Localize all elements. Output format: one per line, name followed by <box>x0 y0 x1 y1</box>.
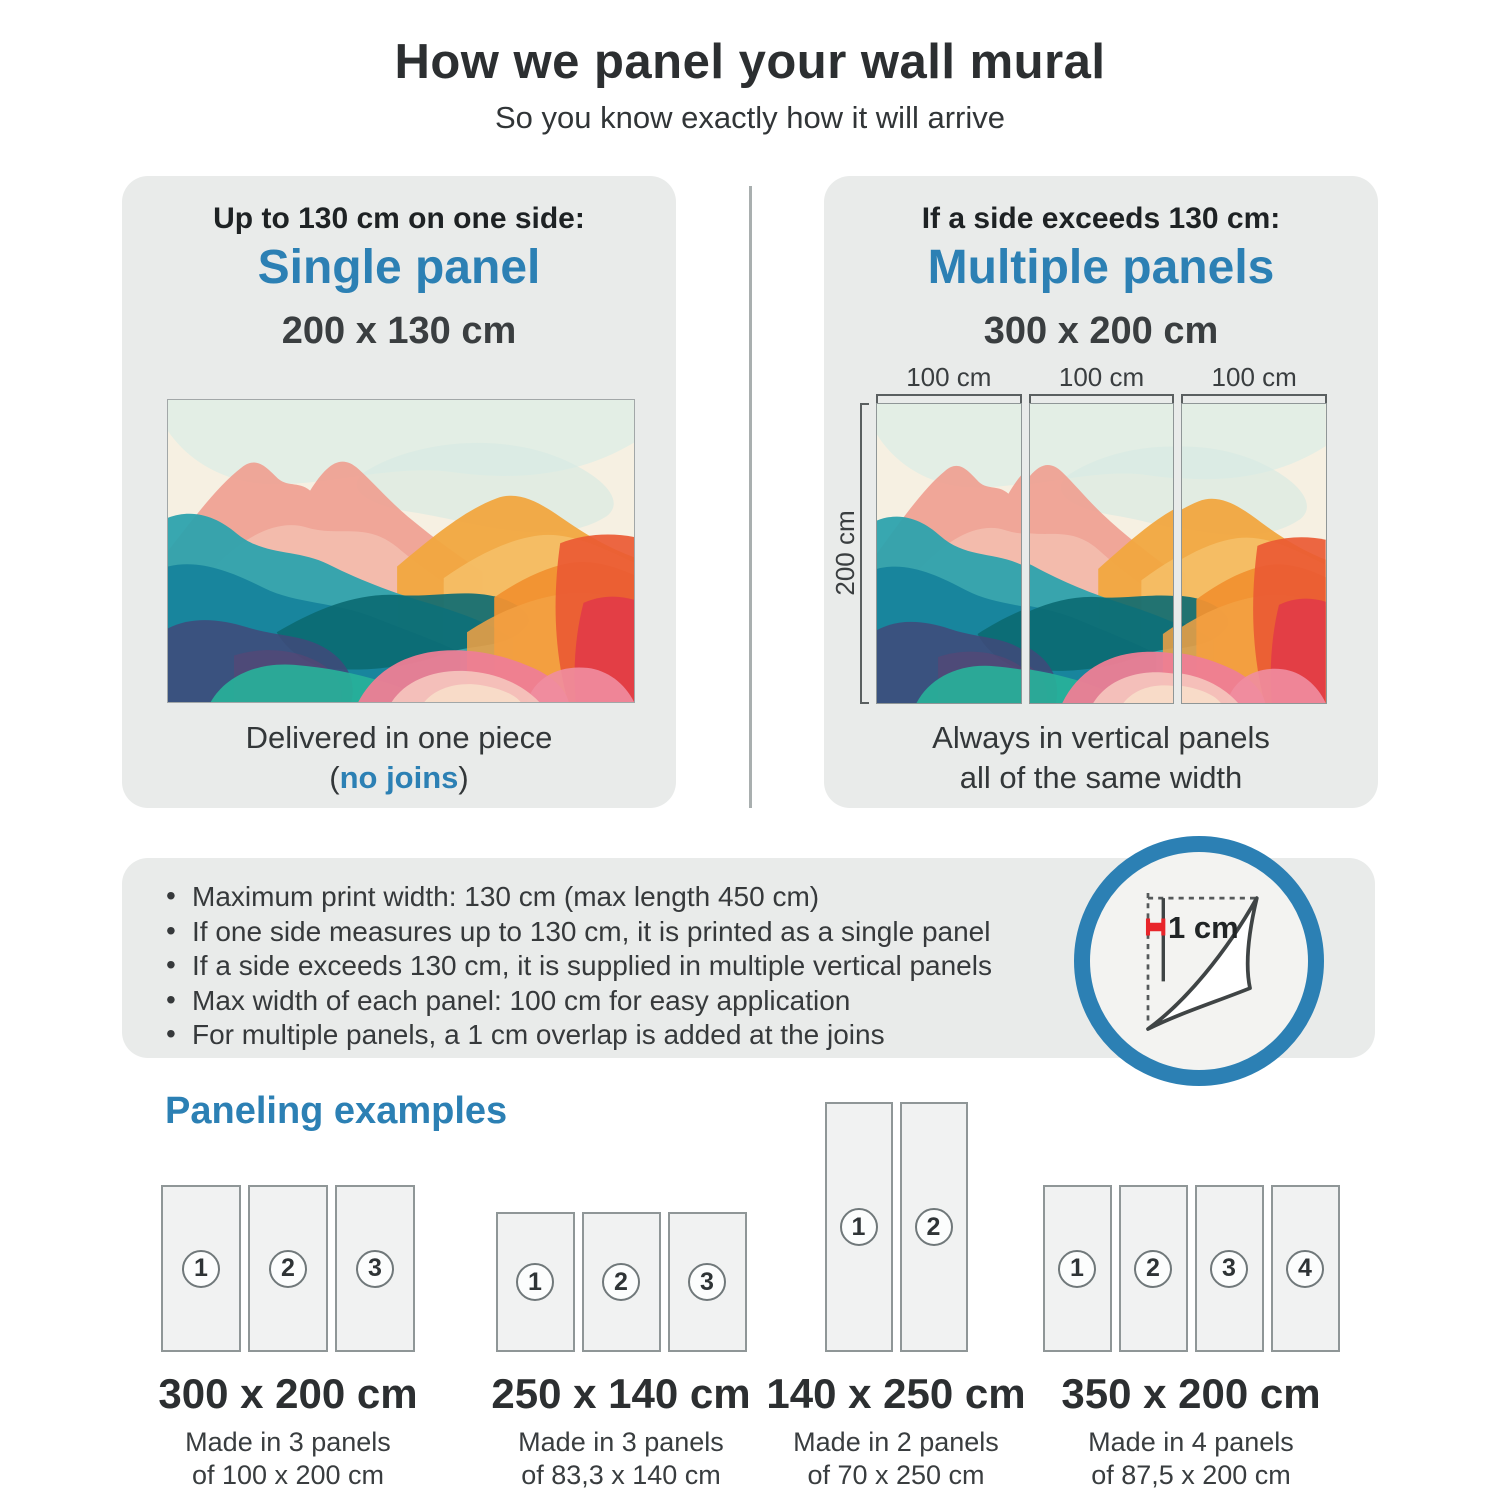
no-joins-note <box>122 760 676 796</box>
example-panels <box>128 1102 448 1352</box>
bullet-item: • Maximum print width: 130 cm (max length 450 cm) <box>162 880 1082 915</box>
example-panel <box>335 1185 415 1352</box>
example-size: 250 x 140 cm <box>491 1370 751 1417</box>
examples-heading: Paneling examples <box>165 1090 508 1132</box>
example-panels <box>736 1102 1056 1352</box>
example-detail-line2: of 100 x 200 cm <box>191 1460 385 1490</box>
example-detail-line2: of 83,3 x 140 cm <box>521 1460 721 1490</box>
info-bullet-list <box>162 880 1082 1053</box>
paren-open: ( <box>329 760 340 795</box>
card-divider <box>749 186 752 808</box>
example-detail-line1: Made in 2 panels <box>793 1427 999 1457</box>
overlap-diagram-badge <box>1074 836 1324 1086</box>
multi-panel-caption-line1: Always in vertical panels <box>932 720 1270 755</box>
page-title: How we panel your wall mural <box>394 35 1106 89</box>
width-dimension-bracket <box>1181 394 1327 403</box>
bullet-item: • If one side measures up to 130 cm, it is printed as a single panel <box>162 915 1082 950</box>
example-group-250x140 <box>461 1102 781 1492</box>
example-detail-line1: Made in 4 panels <box>1088 1427 1294 1457</box>
panel-number-badge: 3 <box>688 1263 726 1301</box>
width-dimension-label: 100 cm <box>1058 362 1145 392</box>
page-curl-icon <box>1114 868 1284 1054</box>
mural-image-single <box>167 399 635 703</box>
multi-panel-condition: If a side exceeds 130 cm: <box>921 202 1281 235</box>
example-detail-line1: Made in 3 panels <box>518 1427 724 1457</box>
panel-number-badge: 1 <box>1058 1250 1096 1288</box>
example-panel <box>1271 1185 1340 1352</box>
example-size: 300 x 200 cm <box>158 1370 418 1417</box>
overlap-size-label: 1 cm <box>1168 910 1239 945</box>
paren-close: ) <box>458 760 469 795</box>
height-dimension-label: 200 cm <box>830 510 860 596</box>
width-dimension-label: 100 cm <box>1211 362 1297 392</box>
multi-panel-caption-line2: all of the same width <box>959 760 1243 795</box>
example-panel <box>1119 1185 1188 1352</box>
panel-number-badge: 1 <box>182 1250 220 1288</box>
example-panels <box>461 1102 781 1352</box>
bullet-item: • If a side exceeds 130 cm, it is supplied in multiple vertical panels <box>162 949 1082 984</box>
example-panels <box>1031 1102 1351 1352</box>
panel-number-badge: 2 <box>915 1208 953 1246</box>
example-panel <box>900 1102 968 1352</box>
panel-number-badge: 2 <box>602 1263 640 1301</box>
info-panel <box>122 858 1375 1058</box>
multi-panel-title: Multiple panels <box>927 241 1275 294</box>
mural-panel-3 <box>1181 403 1327 704</box>
example-panel <box>161 1185 241 1352</box>
page-subtitle: So you know exactly how it will arrive <box>495 100 1005 135</box>
width-dimension-labels <box>876 362 1327 393</box>
width-dimension-label: 100 cm <box>906 362 992 392</box>
example-panel <box>825 1102 893 1352</box>
mural-panels-group <box>876 403 1327 704</box>
panel-number-badge: 3 <box>1210 1250 1248 1288</box>
width-dimension-bracket <box>1029 394 1175 403</box>
panel-number-badge: 2 <box>1134 1250 1172 1288</box>
multi-panel-size: 300 x 200 cm <box>983 310 1219 352</box>
single-panel-title: Single panel <box>257 241 541 294</box>
bullet-item: • Max width of each panel: 100 cm for easy application <box>162 984 1082 1019</box>
panel-number-badge: 2 <box>269 1250 307 1288</box>
no-joins-highlight: no joins <box>339 760 459 795</box>
example-detail-line2: of 70 x 250 cm <box>807 1460 985 1490</box>
panel-number-badge: 4 <box>1286 1250 1324 1288</box>
mural-panel-2 <box>1029 403 1175 704</box>
example-panel <box>1195 1185 1264 1352</box>
example-group-140x250 <box>736 1102 1056 1492</box>
multi-panel-card <box>824 176 1378 808</box>
example-panel <box>496 1212 575 1352</box>
panel-number-badge: 3 <box>356 1250 394 1288</box>
panel-number-badge: 1 <box>516 1263 554 1301</box>
height-dimension-bracket <box>860 403 869 704</box>
example-panel <box>1043 1185 1112 1352</box>
example-size: 350 x 200 cm <box>1061 1370 1321 1417</box>
example-panel <box>668 1212 747 1352</box>
single-panel-card <box>122 176 676 808</box>
mural-panel-1 <box>876 403 1022 704</box>
example-panel <box>248 1185 328 1352</box>
width-dimension-brackets <box>876 394 1327 403</box>
example-panel <box>582 1212 661 1352</box>
example-detail-line2: of 87,5 x 200 cm <box>1091 1460 1291 1490</box>
example-group-300x200 <box>128 1102 448 1492</box>
single-panel-condition: Up to 130 cm on one side: <box>213 202 585 235</box>
single-panel-caption: Delivered in one piece <box>245 720 553 755</box>
example-detail-line1: Made in 3 panels <box>185 1427 391 1457</box>
example-size: 140 x 250 cm <box>766 1370 1026 1417</box>
panel-number-badge: 1 <box>840 1208 878 1246</box>
single-panel-size: 200 x 130 cm <box>281 310 517 352</box>
bullet-item: • For multiple panels, a 1 cm overlap is added at the joins <box>162 1018 1082 1053</box>
width-dimension-bracket <box>876 394 1022 403</box>
example-group-350x200 <box>1031 1102 1351 1492</box>
